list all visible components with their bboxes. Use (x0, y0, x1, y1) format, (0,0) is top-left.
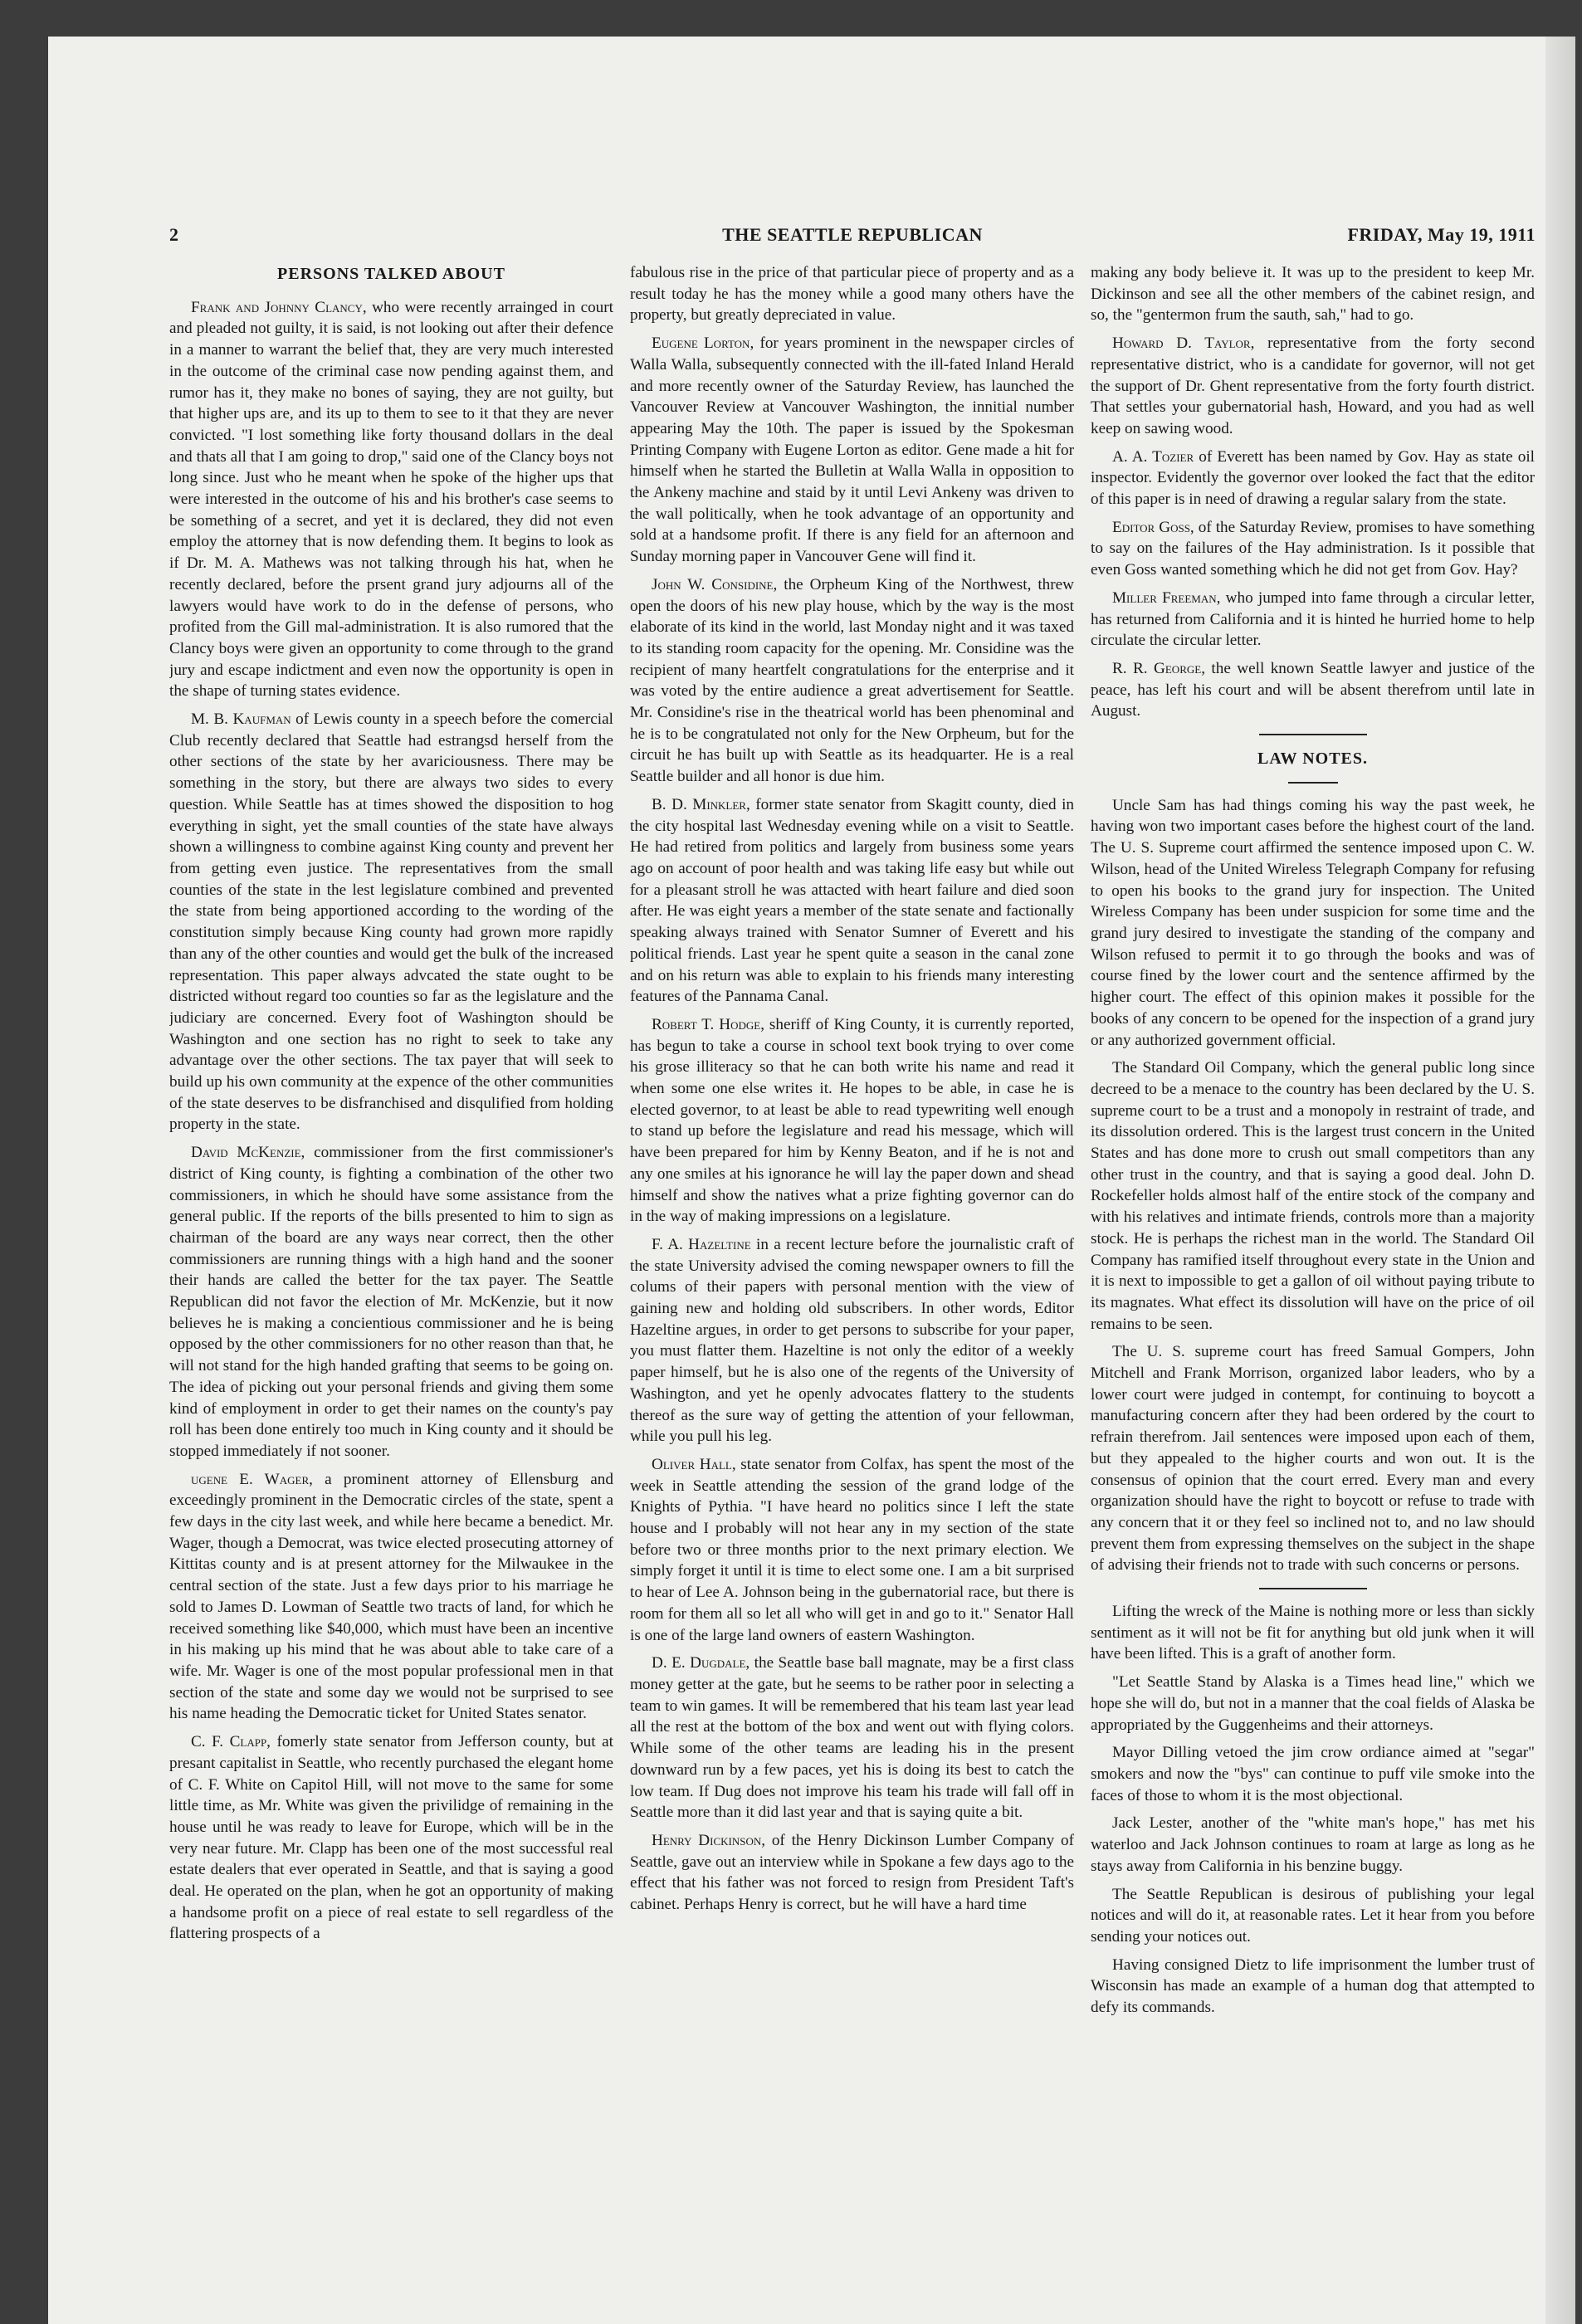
paragraph-minkler (630, 794, 1074, 1008)
page-number: 2 (169, 224, 179, 245)
person-name: ugene E. Wager, (191, 1470, 313, 1488)
person-name: Howard D. Taylor, (1112, 334, 1255, 353)
paragraph-text: of Lewis county in a speech before the comercial Club recently declared that Seattle had estrangsd herself from the other sections of the state by her avariciousness. There may be something in the story, but there are always two sides to every question. While Seattle has at times showed the disposition to hog everything in sight, yet the small counties of the state have always shown a willingness to combine against King county and prevent her from getting even justice. The representatives from the small counties of the state in the lest legislature combined and prevented the state from being apportioned according to the wording of the constitution simply because King county had grown more rapidly than any of the other counties and would get the bulk of the increased representation. This paper always advcated the state ought to be districted without regard too counties so far as the legislature and the judiciary are concerned. Every foot of Washington should be Washington and one section has no right to seek to take any advantage over the other sections. The tax payer that will seek to build up his own community at the expence of the other communities of the state deserves to be disfranchised and disqulified from holding property in the state. (169, 710, 613, 1134)
newspaper-page (48, 37, 1575, 2324)
person-name: C. F. Clapp, (191, 1733, 271, 1751)
paragraph-text: commissioner from the first commissioner's district of King county, is fighting a combination of the other two commissioners, in which he should have some assistance from the general public. If the reports of the bills presented to him to sign as chairman of the board are any ways near correct, then the other commissioners are running things with a high hand and the sooner their hands are called the better for the tax payer. The Seattle Republican did not favor the election of Mr. McKenzie, but it now believes he is making a concientious commissioner and he is being opposed by the other commissioners for no other reason than that, he will not stand for the high handed grafting that seems to be going on. The idea of picking out your personal friends and giving them some kind of employment in order to get their names on the county's pay roll has been done entirely too much in King county and it should be stopped immediately if not sooner. (169, 1144, 613, 1460)
paragraph-text: of the Henry Dickinson Lumber Company of Seattle, gave out an interview while in Spokane a few days ago to the effect that his father was not forced to resign from President Taft's cabinet. Perhaps Henry is correct, but he will have a hard time (630, 1831, 1074, 1914)
page-edge-shadow (1545, 37, 1575, 2324)
paragraph-dilling: Mayor Dilling vetoed the jim crow ordiance aimed at "segar" smokers and now the "bys" can continue to puff vile smoke into the faces of those to whom it is the most objectional. (1091, 1744, 1535, 1804)
person-name: John W. Considine, (652, 575, 778, 593)
paragraph-text: fomerly state senator from Jefferson county, but at presant capitalist in Seattle, who recently purchased the elegant home of C. F. White on Capitol Hill, will not move to the same for some little time, as Mr. White was given the privilidge of remaining in the house until he was ready to leave for Europe, which will be in the very near future. Mr. Clapp has been one of the most successful real estate dealers that ever operated in Seattle, and that is saying a good deal. He operated on the plan, when he got an opportunity of making a handsome profit on a piece of real estate to sell regardless of the flattering prospects of a (169, 1733, 613, 1943)
paragraph-text: in a recent lecture before the journalistic craft of the state University advised the coming newspaper owners to fill the colums of their papers with personal mention with the view of gaining new and holding old subscribers. In other words, Editor Hazeltine argues, in order to get persons to subscribe for your paper, you must flatter them. Hazeltine is not only the editor of a weekly paper himself, but he is also one of the regents of the University of Washington, and yet he openly advocates flattery to the students thereof as the sure way of getting the attention of your fellowman, while you pull his leg. (630, 1235, 1074, 1446)
person-name: A. A. Tozier (1112, 447, 1194, 466)
person-name: R. R. George, (1112, 659, 1205, 677)
section-title-persons: PERSONS TALKED ABOUT (277, 265, 505, 283)
paragraph-text: a prominent attorney of Ellensburg and exceedingly prominent in the Democratic circles of the state, spent a few days in the city last week, and while here became a benedict. Mr. Wager, though a Democrat, was twice elected prosecuting attorney of Kittitas county and is at present attorney for the Milwaukee in the central section of the state. Just a few days prior to his marriage he sold to James D. Lowman of Seattle two tracts of land, for which he received something like $40,000, which must have been an incentive in his making up his mind that he was about able to take care of a wife. Mr. Wager is one of the most popular professional men in that section of the state and some day we would not be surprised to see his name heading the Democratic ticket for United States senator. (169, 1470, 613, 1723)
paragraph-text: who were recently arrainged in court and pleaded not guilty, it is said, is not looking out after their defence in a manner to warrant the belief that, they are very much interested in the outcome of the criminal case now pending against them, and rumor has it, they make no bones of saying, they are not guilty, but that higher ups are, and its up to them to see to it that they are never convicted. "I lost something like forty thousand dollars in the deal and thats all that I am going to drop," said one of the Clancy boys not long since. Just who he meant when he spoke of the higher ups that were interested in the outcome of his and his brother's case seems to be something of a secret, and yet it is declared, they did not even employ the attorney that is now defending them. It begins to look as if Dr. M. A. Mathews was not talking through his hat, when he recently declared, before the prsent grand jury adjourns all of the lawyers would have work to do in the defense of persons, who profited from the Gill mal-administration. It is also rumored that the Clancy boys were given an opportunity to come through to the grand jury and escape indictment and even now the opportunity is open in the shape of turning states evidence. (169, 298, 613, 701)
paragraph-dietz: Having consigned Dietz to life imprisonment the lumber trust of Wisconsin has made an example of a human dog that attempted to defy its commands. (1091, 1955, 1535, 2017)
paragraph-continued: fabulous rise in the price of that particular piece of property and as a result today he has the money while a good many others have the property, but greatly depreciated in value. (630, 264, 1074, 325)
paragraph-lester: Jack Lester, another of the "white man's hope," has met his waterloo and Jack Johnson continues to roam at large as long as he stays away from California in his benzine buggy. (1091, 1814, 1535, 1875)
paragraph-text: who jumped into fame through a circular letter, has returned from California and it is hinted he hurried home to help circulate the circular letter. (1091, 588, 1535, 650)
paragraph-maine: Lifting the wreck of the Maine is nothing more or less than sickly sentiment as it will not be fit for anything but old junk when it will have been lifted. This is a graft of another form. (1091, 1603, 1535, 1663)
person-name: David McKenzie, (191, 1144, 305, 1162)
page-content (169, 224, 1536, 2241)
paragraph-law-standard-oil: The Standard Oil Company, which the general public long since decreed to be a menace to the country has been declared by the U. S. supreme court to be a trust and a monopoly in restraint of trade, and its dissolution ordered. This is the largest trust concern in the United States and has done more to crush out small competitors than any other trust in the country, and that is saying a good deal. John D. Rockefeller holds almost half of the entire stock of the company and with his relatives and intimate friends, controls more than a majority stock. He is perhaps the richest man in the world. The Standard Oil Company has ramified itself throughout every state in the Union and it is next to impossible to get a gallon of oil without paying tribute to its magnates. What effect its dissolution will have on the price of oil remains to be seen. (1091, 1059, 1535, 1333)
paragraph-text: for years prominent in the newspaper circles of Walla Walla, subsequently connected with the ill-fated Inland Herald and more recently owner of the Saturday Review, has launched the Vancouver Review at Vancouver Washington, the innitial number appearing May the 10th. The paper is issued by the Spokesman Printing Company with Eugene Lorton as editor. Gene made a hit for himself when he started the Bulletin at Walla Walla in opposition to the Ankeny machine and staid by it until Levi Ankeny was driven to the wall politically, when he took advantage of an opportunity and sold at a handsome profit. If there is any field for an afternoon and Sunday morning paper in Vancouver Gene will find it. (630, 334, 1075, 566)
section-divider (1259, 1588, 1367, 1589)
person-name: Oliver Hall, (652, 1455, 736, 1473)
title-underline (1288, 782, 1338, 784)
paragraph-text: sheriff of King County, it is currently reported, has begun to take a course in school text book trying to over come his grose illiteracy so that he can both write his name and read it when some one else writes it. He hopes to be able, in case he is elected governor, to at least be able to read typewriting well enough to stand up before the legislature and read his message, which will have been prepared for him by Kenny Beaton, and if he is not and any one smiles at his ignorance he will lay the paper down and shead himself and show the natives what a prize fighting governor can do in the way of making impressions on a legislature. (630, 1015, 1075, 1226)
column-2 (630, 262, 1074, 2025)
paragraph-hall (630, 1454, 1074, 1646)
paragraph-law-gompers: The U. S. supreme court has freed Samual Gompers, John Mitchell and Frank Morrison, organized labor leaders, who by a lower court were judged in contempt, for continuing to boycott a manufacturing concern after they had been ordered by the court to refrain therefrom. Jail sentences were imposed upon each of them, but they appealed to the higher courts and won out. It is the consensus of opinion that the court erred. Every man and every organization should have the right to boycott or refuse to trade with any concern that it or they feel so inclined not to, and no law should prevent them from expressing themselves on the subject in the shape of advising their friends not to trade with such concerns or persons. (1091, 1343, 1535, 1575)
paragraph-law-wireless: Uncle Sam has had things coming his way the past week, he having won two important cases before the highest court of the land. The U. S. Supreme court affirmed the sentence imposed upon C. W. Wilson, head of the United Wireless Telegraph Company for refusing to open his books to the grand jury for inspection. The United Wireless Company has been under suspicion for some time and the grand jury desired to investigate the standing of the company and Wilson refused to permit it to go through the books and was of course fined by the lower court and the sentence affirmed by the higher court. The effect of this opinion makes it possible for the books of any concern to be opened for the inspection of a grand jury or any authorized government official. (1091, 796, 1535, 1049)
paragraph-text: the Orpheum King of the Northwest, threw open the doors of his new play house, which by the way is the most elaborate of its kind in the world, last Monday night and it was taxed to its standing room capacity for the opening. Mr. Considine was the recipient of many heartfelt congratulations for the enterprise and it was voted by the entire audience a great advertisement for Seattle. Mr. Considine's rise in the theatrical world has been phenominal and he is to be congratulated not only for the New Orpheum, but for the circuit he has built up with Seattle as its headquarter. He is a real Seattle builder and all honor is due him. (630, 575, 1074, 786)
paragraph-alaska: "Let Seattle Stand by Alaska is a Times head line," which we hope she will do, but not in a manner that the coal fields of Alaska be appropriated by the Guggenheims and their attorneys. (1091, 1673, 1535, 1734)
paragraph-text: the well known Seattle lawyer and justice of the peace, has left his court and will be absent therefrom until late in August. (1091, 659, 1535, 720)
paragraph-mckenzie (169, 1142, 613, 1462)
paragraph-text: former state senator from Skagitt county, died in the city hospital last Wednesday evening while on a visit to Seattle. He had retired from politics and largely from business some years ago on account of poor health and was taking life easy but while out for a pleasant stroll he was attacted with heart failure and died soon after. He was eight years a member of the state senate and factionally speaking always trained with Senator Sumner of Everett and his political friends. Last year he spent quite a season in the canal zone and on his return was able to explain to his friends many interesting features of the Pannama Canal. (630, 795, 1075, 1006)
paragraph-freeman (1091, 588, 1535, 652)
paragraph-text: the Seattle base ball magnate, may be a first class money getter at the gate, but he seems to be rather poor in selecting a team to win games. It will be remembered that his team last year lead all the rest at the bottom of the box and went out with flying colors. While some of the other teams are leading his in the present downward run by a few paces, yet his is doing its best to catch the low team. If Dug does not improve his team his trade will fall off in Seattle more than it did last year and that is saying quite a bit. (630, 1654, 1074, 1822)
issue-date: FRIDAY, May 19, 1911 (1347, 224, 1536, 245)
person-name: Eugene Lorton, (652, 334, 754, 353)
person-name: Editor Goss, (1112, 518, 1194, 536)
paragraph-george (1091, 658, 1535, 722)
paragraph-text: representative from the forty second representative district, who is a candidate for governor, will not get the support of Dr. Ghent representative from the forty fourth district. That settles your gubernatorial hash, Howard, and you had as well keep on sawing wood. (1091, 334, 1535, 437)
person-name: Robert T. Hodge, (652, 1015, 764, 1033)
section-title-law-notes: LAW NOTES. (1257, 749, 1368, 769)
paragraph-text: of Everett has been named by Gov. Hay as state oil inspector. Evidently the governor over looked the fact that the editor of this paper is in need of drawing a regular salary from the state. (1091, 447, 1535, 509)
paragraph-legal-notices: The Seattle Republican is desirous of publishing your legal notices and will do it, at reasonable rates. Let it hear from you before sending your notices out. (1091, 1885, 1535, 1946)
paragraph-continued: making any body believe it. It was up to the president to keep Mr. Dickinson and see all the other members of the cabinet resign, and so, the "gentermon frum the sauth, sah," had to go. (1091, 264, 1535, 325)
paragraph-lorton (630, 333, 1074, 568)
paragraph-text: state senator from Colfax, has spent the most of the week in Seattle attending the session of the grand lodge of the Knights of Pythia. "I have heard no politics since I left the state house and I probably will not hear any in my section of the state before two or three months prior to the next primary election. We simply forget it until it is time to elect some one. I am a bit surprised to hear of Lee A. Johnson being in the gubernatorial race, but there is room for them all so let all who will get in and go to it." Senator Hall is one of the large land owners of eastern Washington. (630, 1455, 1074, 1644)
column-1 (169, 262, 613, 2025)
paragraph-clancy (169, 297, 613, 702)
paragraph-hodge (630, 1014, 1074, 1228)
person-name: Henry Dickinson, (652, 1831, 766, 1849)
page-header (169, 224, 1536, 262)
paragraph-hazeltine (630, 1234, 1074, 1448)
paragraph-text: of the Saturday Review, promises to have something to say on the failures of the Hay administration. Is it possible that even Goss wanted something which he did not get from Gov. Hay? (1091, 518, 1535, 579)
person-name: M. B. Kaufman (191, 710, 291, 729)
person-name: D. E. Dugdale, (652, 1654, 750, 1672)
person-name: Frank and Johnny Clancy, (191, 298, 367, 316)
column-3 (1091, 262, 1535, 2025)
paragraph-kaufman (169, 709, 613, 1135)
paragraph-goss (1091, 517, 1535, 581)
person-name: Miller Freeman, (1112, 588, 1221, 607)
section-divider (1259, 734, 1367, 735)
paragraph-tozier (1091, 447, 1535, 510)
paragraph-dugdale (630, 1653, 1074, 1824)
paragraph-considine (630, 574, 1074, 788)
person-name: F. A. Hazeltine (652, 1235, 751, 1253)
article-columns (169, 262, 1536, 2025)
paragraph-clapp (169, 1731, 613, 1945)
paragraph-dickinson (630, 1830, 1074, 1916)
paragraph-wager (169, 1469, 613, 1725)
paragraph-taylor (1091, 333, 1535, 440)
person-name: B. D. Minkler, (652, 795, 750, 813)
newspaper-title: THE SEATTLE REPUBLICAN (722, 224, 983, 245)
